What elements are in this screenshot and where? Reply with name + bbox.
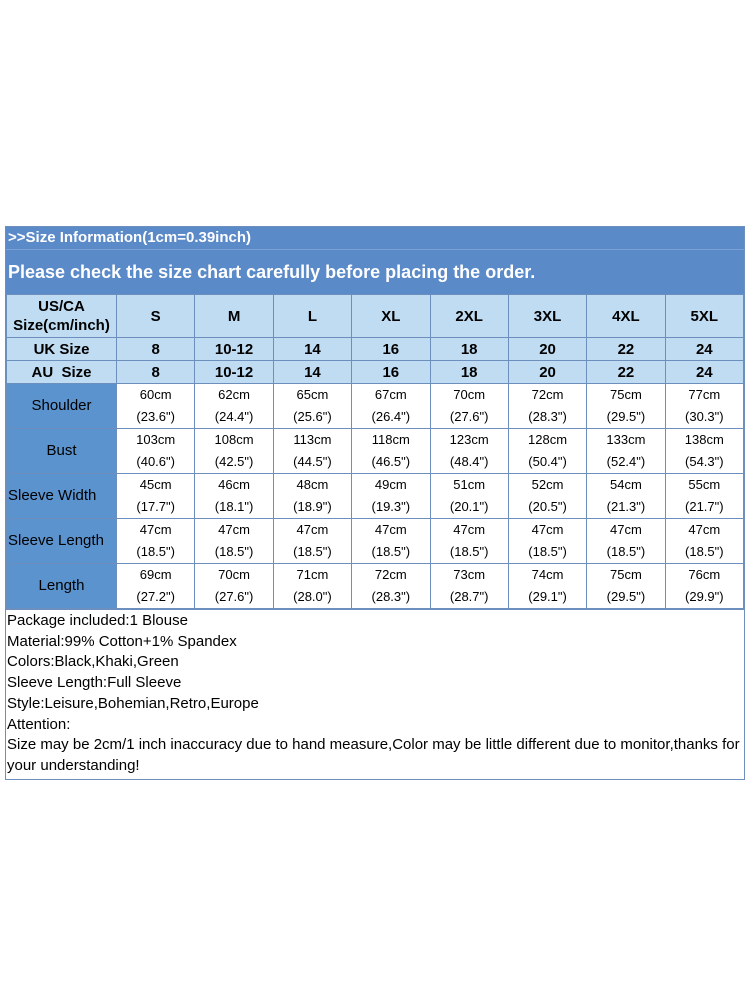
measurement-cm: 45cm [139, 477, 172, 492]
size-header-cell: 4XL [587, 295, 665, 338]
measurement-inch: (50.4") [528, 454, 567, 469]
measurement-inch: (18.5") [293, 544, 332, 559]
measurement-cm: 67cm [374, 387, 407, 402]
measurement-inch: (18.5") [371, 544, 411, 559]
measurement-cm: 77cm [688, 387, 721, 402]
measurement-cm: 133cm [606, 432, 646, 447]
measurement-inch: (28.3") [528, 409, 567, 424]
measurement-cm: 46cm [218, 477, 250, 492]
measurement-row [7, 564, 744, 609]
measurement-cell [508, 429, 586, 474]
measurement-cell [352, 474, 430, 519]
measurement-inch: (18.5") [136, 544, 175, 559]
measurement-label: Bust [7, 429, 117, 474]
measurement-cm: 48cm [296, 477, 329, 492]
measurement-cm: 47cm [531, 522, 564, 537]
measurement-cm: 47cm [688, 522, 721, 537]
us-size-header-line: US/CA [38, 298, 85, 315]
measurement-inch: (40.6") [136, 454, 175, 469]
measurement-cm: 138cm [684, 432, 724, 447]
measurement-cell [508, 519, 586, 564]
us-size-header [7, 295, 117, 338]
uk-size-cell: 8 [117, 338, 195, 361]
note-disclaimer: Size may be 2cm/1 inch inaccuracy due to hand measure,Color may be little different due to monitor,thanks for your understanding! [7, 736, 740, 774]
measurement-cell [665, 474, 743, 519]
measurement-cm: 75cm [610, 387, 642, 402]
note-style: Style:Leisure,Bohemian,Retro,Europe [7, 694, 259, 712]
measurement-cell [665, 564, 743, 609]
measurement-cm: 52cm [531, 477, 564, 492]
measurement-inch: (19.3") [371, 499, 411, 514]
measurement-cm: 72cm [374, 567, 407, 582]
measurement-inch: (18.5") [606, 544, 646, 559]
measurement-cm: 47cm [296, 522, 329, 537]
size-header-cell: 3XL [508, 295, 586, 338]
measurement-cell [117, 474, 195, 519]
measurement-cm: 49cm [374, 477, 407, 492]
note-attention: Attention: [7, 715, 71, 733]
measurement-cm: 47cm [139, 522, 172, 537]
size-header-cell: 5XL [665, 295, 743, 338]
note-package: Package included:1 Blouse [7, 612, 188, 629]
au-size-cell: 24 [665, 361, 743, 384]
measurement-cell [587, 519, 665, 564]
measurement-cell [117, 384, 195, 429]
measurement-cm: 70cm [453, 387, 486, 402]
au-size-row [7, 361, 744, 384]
measurement-cell [195, 384, 273, 429]
measurement-inch: (29.9") [685, 589, 724, 604]
measurement-row [7, 429, 744, 474]
measurement-cm: 71cm [296, 567, 329, 582]
uk-size-cell: 10-12 [195, 338, 273, 361]
measurement-inch: (18.5") [449, 544, 489, 559]
measurement-cell [195, 429, 273, 474]
au-size-cell: 18 [430, 361, 508, 384]
us-size-header-line: Size(cm/inch) [13, 317, 110, 334]
measurement-inch: (27.2") [136, 589, 175, 604]
measurement-inch: (29.5") [606, 589, 646, 604]
measurement-inch: (24.4") [214, 409, 254, 424]
measurement-row [7, 519, 744, 564]
size-info-title: >>Size Information(1cm=0.39inch) [6, 227, 744, 249]
measurement-cm: 47cm [610, 522, 642, 537]
measurement-cm: 128cm [528, 432, 568, 447]
measurement-cell [587, 474, 665, 519]
product-notes [6, 609, 744, 779]
measurement-cell [352, 384, 430, 429]
measurement-inch: (20.5") [528, 499, 567, 514]
measurement-cm: 65cm [296, 387, 329, 402]
measurement-cm: 113cm [293, 432, 332, 447]
note-material: Material:99% Cotton+1% Spandex [7, 632, 237, 650]
measurement-cm: 76cm [688, 567, 721, 582]
uk-size-cell: 14 [273, 338, 351, 361]
measurement-cm: 75cm [610, 567, 642, 582]
measurement-cell [352, 564, 430, 609]
measurement-cm: 55cm [688, 477, 721, 492]
measurement-inch: (28.0") [293, 589, 332, 604]
measurement-inch: (18.5") [214, 544, 254, 559]
uk-size-row [7, 338, 744, 361]
measurement-inch: (23.6") [136, 409, 175, 424]
measurement-cell [430, 384, 508, 429]
measurement-cell [508, 564, 586, 609]
measurement-inch: (21.7") [685, 499, 724, 514]
measurement-inch: (52.4") [606, 454, 646, 469]
size-header-row [7, 295, 744, 338]
measurement-cm: 47cm [374, 522, 407, 537]
size-header-cell: M [195, 295, 273, 338]
measurement-inch: (29.1") [528, 589, 567, 604]
measurement-cell [352, 519, 430, 564]
measurement-inch: (28.7") [449, 589, 489, 604]
measurement-inch: (29.5") [606, 409, 646, 424]
measurement-inch: (46.5") [371, 454, 411, 469]
measurement-cm: 118cm [371, 432, 410, 447]
measurement-cell [665, 384, 743, 429]
uk-size-label: UK Size [7, 338, 117, 361]
measurement-cell [665, 429, 743, 474]
measurement-cm: 103cm [136, 432, 176, 447]
measurement-inch: (48.4") [449, 454, 489, 469]
measurement-cell [273, 474, 351, 519]
measurement-inch: (18.5") [528, 544, 567, 559]
measurement-row [7, 474, 744, 519]
measurement-cell [195, 474, 273, 519]
measurement-cell [273, 564, 351, 609]
measurement-cell [117, 429, 195, 474]
uk-size-cell: 24 [665, 338, 743, 361]
measurement-cell [195, 519, 273, 564]
au-size-cell: 16 [352, 361, 430, 384]
measurement-inch: (18.9") [293, 499, 332, 514]
uk-size-cell: 16 [352, 338, 430, 361]
measurement-label: Sleeve Width [7, 474, 117, 519]
measurement-inch: (20.1") [449, 499, 489, 514]
measurement-inch: (21.3") [606, 499, 646, 514]
measurement-inch: (54.3") [685, 454, 724, 469]
measurement-cell [665, 519, 743, 564]
note-sleeve-length: Sleeve Length:Full Sleeve [7, 674, 182, 692]
measurement-cm: 69cm [139, 567, 172, 582]
size-header-cell: S [117, 295, 195, 338]
uk-size-cell: 22 [587, 338, 665, 361]
size-header-cell: 2XL [430, 295, 508, 338]
au-size-cell: 22 [587, 361, 665, 384]
measurement-cm: 73cm [453, 567, 486, 582]
uk-size-cell: 20 [508, 338, 586, 361]
measurement-cell [273, 519, 351, 564]
measurement-inch: (25.6") [293, 409, 332, 424]
measurement-cm: 108cm [214, 432, 254, 447]
measurement-inch: (28.3") [371, 589, 411, 604]
measurement-cell [430, 429, 508, 474]
measurement-label: Shoulder [7, 384, 117, 429]
uk-size-cell: 18 [430, 338, 508, 361]
size-info-subtitle: Please check the size chart carefully before placing the order. [6, 249, 744, 294]
measurement-cell [587, 384, 665, 429]
measurement-cm: 62cm [218, 387, 250, 402]
measurement-inch: (42.5") [214, 454, 254, 469]
measurement-inch: (44.5") [293, 454, 332, 469]
size-header-cell: XL [352, 295, 430, 338]
au-size-cell: 8 [117, 361, 195, 384]
measurement-inch: (18.5") [685, 544, 724, 559]
measurement-cell [117, 519, 195, 564]
measurement-cell [587, 429, 665, 474]
measurement-cell [508, 384, 586, 429]
measurement-cm: 47cm [218, 522, 250, 537]
measurement-cell [430, 519, 508, 564]
size-header-cell: L [273, 295, 351, 338]
measurement-label: Sleeve Length [7, 519, 117, 564]
au-size-label: AU Size [7, 361, 117, 384]
measurement-inch: (26.4") [371, 409, 411, 424]
measurement-row [7, 384, 744, 429]
measurement-cm: 74cm [531, 567, 564, 582]
measurement-cell [273, 384, 351, 429]
measurement-cell [352, 429, 430, 474]
measurement-cm: 51cm [453, 477, 486, 492]
measurement-cm: 47cm [453, 522, 486, 537]
note-colors: Colors:Black,Khaki,Green [7, 653, 179, 671]
measurement-cell [430, 474, 508, 519]
measurement-cm: 70cm [218, 567, 250, 582]
measurement-inch: (27.6") [214, 589, 254, 604]
au-size-cell: 14 [273, 361, 351, 384]
measurement-inch: (27.6") [449, 409, 489, 424]
measurement-cell [430, 564, 508, 609]
size-table [6, 294, 744, 609]
measurement-cell [117, 564, 195, 609]
measurement-cell [195, 564, 273, 609]
measurement-cell [508, 474, 586, 519]
measurement-cm: 54cm [610, 477, 642, 492]
measurement-cm: 123cm [449, 432, 489, 447]
measurement-inch: (18.1") [214, 499, 254, 514]
au-size-cell: 20 [508, 361, 586, 384]
measurement-inch: (17.7") [136, 499, 175, 514]
measurement-cm: 72cm [531, 387, 564, 402]
measurement-cm: 60cm [139, 387, 172, 402]
au-size-cell: 10-12 [195, 361, 273, 384]
measurement-inch: (30.3") [685, 409, 724, 424]
measurement-cell [587, 564, 665, 609]
measurement-cell [273, 429, 351, 474]
size-chart [5, 226, 745, 780]
measurement-label: Length [7, 564, 117, 609]
